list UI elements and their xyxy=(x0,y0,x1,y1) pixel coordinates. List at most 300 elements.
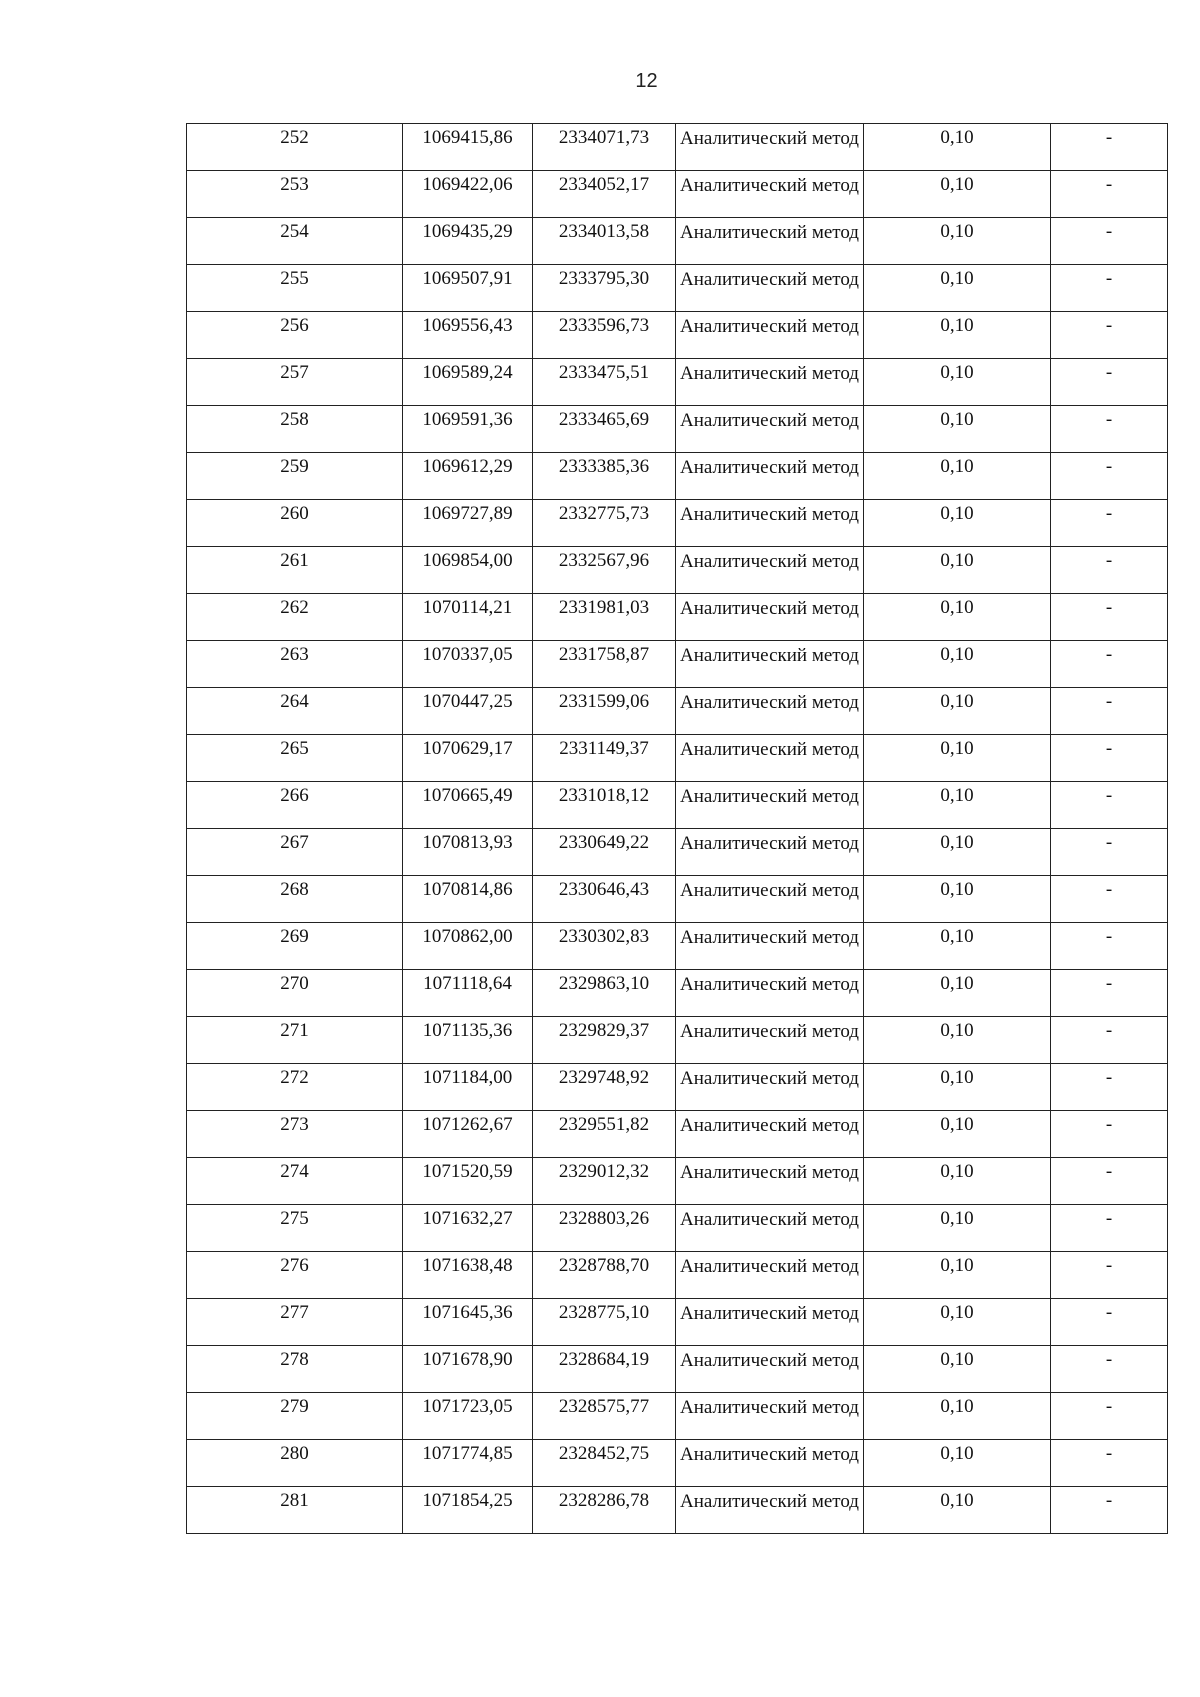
note-cell xyxy=(1051,265,1168,312)
table-row xyxy=(187,688,1168,735)
accuracy-cell-value: 0,10 xyxy=(940,926,974,947)
point-number-cell xyxy=(187,453,403,500)
note-cell-value: - xyxy=(1105,456,1113,477)
x-coordinate-cell xyxy=(403,1017,533,1064)
x-coordinate-cell xyxy=(403,218,533,265)
table-row xyxy=(187,1487,1168,1534)
accuracy-cell-value: 0,10 xyxy=(940,268,974,289)
method-cell xyxy=(676,1111,864,1158)
accuracy-cell-value: 0,10 xyxy=(940,597,974,618)
x-coordinate-cell-value: 1069854,00 xyxy=(422,550,513,571)
note-cell xyxy=(1051,171,1168,218)
x-coordinate-cell xyxy=(403,171,533,218)
y-coordinate-cell-value: 2333795,30 xyxy=(558,268,650,289)
y-coordinate-cell xyxy=(533,218,676,265)
accuracy-cell-value: 0,10 xyxy=(940,1396,974,1417)
x-coordinate-cell xyxy=(403,876,533,923)
y-coordinate-cell xyxy=(533,265,676,312)
x-coordinate-cell-value: 1071118,64 xyxy=(423,973,512,994)
table-row xyxy=(187,265,1168,312)
x-coordinate-cell-value: 1070337,05 xyxy=(422,644,513,665)
point-number-cell xyxy=(187,1346,403,1393)
point-number-cell xyxy=(187,1205,403,1252)
note-cell xyxy=(1051,876,1168,923)
coordinates-table xyxy=(186,123,1168,1534)
note-cell-value: - xyxy=(1105,1067,1113,1088)
note-cell xyxy=(1051,547,1168,594)
accuracy-cell xyxy=(864,218,1051,265)
point-number-cell xyxy=(187,1393,403,1440)
accuracy-cell xyxy=(864,735,1051,782)
y-coordinate-cell-value: 2332775,73 xyxy=(558,503,650,524)
method-cell-value: Аналитический метод xyxy=(680,786,859,807)
y-coordinate-cell-value: 2329863,10 xyxy=(558,973,650,994)
point-number-cell-value: 252 xyxy=(280,127,309,148)
accuracy-cell xyxy=(864,124,1051,171)
note-cell xyxy=(1051,641,1168,688)
y-coordinate-cell xyxy=(533,970,676,1017)
method-cell-value: Аналитический метод xyxy=(680,739,859,760)
accuracy-cell xyxy=(864,1487,1051,1534)
point-number-cell-value: 268 xyxy=(280,879,309,900)
y-coordinate-cell xyxy=(533,829,676,876)
point-number-cell xyxy=(187,735,403,782)
x-coordinate-cell-value: 1071723,05 xyxy=(422,1396,513,1417)
accuracy-cell-value: 0,10 xyxy=(940,879,974,900)
table-row xyxy=(187,1017,1168,1064)
note-cell xyxy=(1051,453,1168,500)
table-row xyxy=(187,218,1168,265)
note-cell xyxy=(1051,1487,1168,1534)
note-cell xyxy=(1051,735,1168,782)
note-cell xyxy=(1051,1299,1168,1346)
x-coordinate-cell-value: 1069435,29 xyxy=(422,221,513,242)
point-number-cell-value: 276 xyxy=(280,1255,309,1276)
accuracy-cell xyxy=(864,312,1051,359)
method-cell-value: Аналитический метод xyxy=(680,927,859,948)
x-coordinate-cell xyxy=(403,1111,533,1158)
accuracy-cell xyxy=(864,970,1051,1017)
note-cell-value: - xyxy=(1105,315,1113,336)
note-cell-value: - xyxy=(1105,1349,1113,1370)
method-cell xyxy=(676,171,864,218)
point-number-cell-value: 275 xyxy=(280,1208,309,1229)
y-coordinate-cell xyxy=(533,876,676,923)
accuracy-cell xyxy=(864,1064,1051,1111)
point-number-cell-value: 260 xyxy=(280,503,309,524)
note-cell xyxy=(1051,970,1168,1017)
accuracy-cell xyxy=(864,1017,1051,1064)
point-number-cell-value: 258 xyxy=(280,409,309,430)
y-coordinate-cell-value: 2329551,82 xyxy=(558,1114,650,1135)
accuracy-cell xyxy=(864,1440,1051,1487)
note-cell-value: - xyxy=(1105,409,1113,430)
x-coordinate-cell xyxy=(403,829,533,876)
note-cell xyxy=(1051,312,1168,359)
method-cell-value: Аналитический метод xyxy=(680,457,859,478)
accuracy-cell xyxy=(864,171,1051,218)
accuracy-cell-value: 0,10 xyxy=(940,644,974,665)
y-coordinate-cell xyxy=(533,641,676,688)
table-row xyxy=(187,124,1168,171)
y-coordinate-cell-value: 2330649,22 xyxy=(558,832,650,853)
method-cell-value: Аналитический метод xyxy=(680,551,859,572)
x-coordinate-cell xyxy=(403,500,533,547)
note-cell xyxy=(1051,500,1168,547)
point-number-cell xyxy=(187,171,403,218)
method-cell xyxy=(676,876,864,923)
accuracy-cell-value: 0,10 xyxy=(940,456,974,477)
x-coordinate-cell-value: 1071520,59 xyxy=(422,1161,513,1182)
x-coordinate-cell-value: 1071632,27 xyxy=(422,1208,513,1229)
x-coordinate-cell xyxy=(403,1440,533,1487)
x-coordinate-cell-value: 1071184,00 xyxy=(422,1067,513,1088)
method-cell xyxy=(676,218,864,265)
note-cell-value: - xyxy=(1105,1443,1113,1464)
note-cell xyxy=(1051,923,1168,970)
y-coordinate-cell-value: 2333385,36 xyxy=(558,456,650,477)
accuracy-cell-value: 0,10 xyxy=(940,1067,974,1088)
note-cell xyxy=(1051,688,1168,735)
method-cell xyxy=(676,970,864,1017)
method-cell-value: Аналитический метод xyxy=(680,1303,859,1324)
y-coordinate-cell-value: 2329829,37 xyxy=(558,1020,650,1041)
table-row xyxy=(187,312,1168,359)
table-row xyxy=(187,735,1168,782)
y-coordinate-cell xyxy=(533,1017,676,1064)
coordinates-table-body xyxy=(187,124,1168,1534)
accuracy-cell-value: 0,10 xyxy=(940,832,974,853)
x-coordinate-cell xyxy=(403,735,533,782)
method-cell xyxy=(676,265,864,312)
point-number-cell-value: 265 xyxy=(280,738,309,759)
point-number-cell-value: 280 xyxy=(280,1443,309,1464)
method-cell xyxy=(676,641,864,688)
y-coordinate-cell-value: 2328803,26 xyxy=(558,1208,650,1229)
page-number: 12 xyxy=(635,70,658,92)
y-coordinate-cell-value: 2328575,77 xyxy=(558,1396,650,1417)
method-cell xyxy=(676,1393,864,1440)
table-row xyxy=(187,406,1168,453)
y-coordinate-cell-value: 2333465,69 xyxy=(558,409,650,430)
point-number-cell-value: 257 xyxy=(280,362,309,383)
point-number-cell xyxy=(187,359,403,406)
y-coordinate-cell xyxy=(533,359,676,406)
x-coordinate-cell-value: 1071645,36 xyxy=(422,1302,513,1323)
accuracy-cell xyxy=(864,1158,1051,1205)
y-coordinate-cell xyxy=(533,923,676,970)
x-coordinate-cell xyxy=(403,1487,533,1534)
method-cell xyxy=(676,547,864,594)
method-cell-value: Аналитический метод xyxy=(680,269,859,290)
method-cell xyxy=(676,406,864,453)
y-coordinate-cell-value: 2328788,70 xyxy=(558,1255,650,1276)
x-coordinate-cell-value: 1070862,00 xyxy=(422,926,513,947)
point-number-cell-value: 262 xyxy=(280,597,309,618)
note-cell-value: - xyxy=(1105,127,1113,148)
method-cell xyxy=(676,594,864,641)
x-coordinate-cell xyxy=(403,782,533,829)
point-number-cell-value: 271 xyxy=(280,1020,309,1041)
x-coordinate-cell xyxy=(403,1393,533,1440)
y-coordinate-cell xyxy=(533,735,676,782)
method-cell-value: Аналитический метод xyxy=(680,128,859,149)
y-coordinate-cell xyxy=(533,594,676,641)
note-cell-value: - xyxy=(1105,879,1113,900)
method-cell xyxy=(676,124,864,171)
accuracy-cell-value: 0,10 xyxy=(940,503,974,524)
accuracy-cell xyxy=(864,1393,1051,1440)
x-coordinate-cell xyxy=(403,594,533,641)
y-coordinate-cell xyxy=(533,1252,676,1299)
point-number-cell xyxy=(187,218,403,265)
y-coordinate-cell-value: 2334071,73 xyxy=(558,127,650,148)
point-number-cell xyxy=(187,829,403,876)
accuracy-cell-value: 0,10 xyxy=(940,127,974,148)
method-cell xyxy=(676,1346,864,1393)
note-cell-value: - xyxy=(1105,550,1113,571)
method-cell-value: Аналитический метод xyxy=(680,1397,859,1418)
method-cell xyxy=(676,1064,864,1111)
method-cell xyxy=(676,1299,864,1346)
point-number-cell xyxy=(187,1158,403,1205)
accuracy-cell xyxy=(864,829,1051,876)
y-coordinate-cell xyxy=(533,1205,676,1252)
x-coordinate-cell xyxy=(403,1158,533,1205)
point-number-cell xyxy=(187,594,403,641)
y-coordinate-cell-value: 2331758,87 xyxy=(558,644,650,665)
x-coordinate-cell-value: 1070114,21 xyxy=(422,597,513,618)
note-cell-value: - xyxy=(1105,1114,1113,1135)
y-coordinate-cell xyxy=(533,1440,676,1487)
point-number-cell-value: 279 xyxy=(280,1396,309,1417)
point-number-cell xyxy=(187,923,403,970)
y-coordinate-cell xyxy=(533,124,676,171)
accuracy-cell-value: 0,10 xyxy=(940,1490,974,1511)
x-coordinate-cell xyxy=(403,359,533,406)
note-cell-value: - xyxy=(1105,1161,1113,1182)
accuracy-cell xyxy=(864,359,1051,406)
method-cell-value: Аналитический метод xyxy=(680,504,859,525)
note-cell xyxy=(1051,1111,1168,1158)
accuracy-cell-value: 0,10 xyxy=(940,1255,974,1276)
note-cell xyxy=(1051,1440,1168,1487)
method-cell-value: Аналитический метод xyxy=(680,1021,859,1042)
point-number-cell xyxy=(187,547,403,594)
y-coordinate-cell-value: 2329012,32 xyxy=(558,1161,650,1182)
note-cell-value: - xyxy=(1105,174,1113,195)
note-cell-value: - xyxy=(1105,832,1113,853)
table-row xyxy=(187,547,1168,594)
method-cell-value: Аналитический метод xyxy=(680,1209,859,1230)
x-coordinate-cell xyxy=(403,688,533,735)
table-row xyxy=(187,1299,1168,1346)
point-number-cell xyxy=(187,1111,403,1158)
accuracy-cell-value: 0,10 xyxy=(940,174,974,195)
point-number-cell xyxy=(187,782,403,829)
note-cell-value: - xyxy=(1105,691,1113,712)
method-cell xyxy=(676,782,864,829)
point-number-cell xyxy=(187,312,403,359)
x-coordinate-cell xyxy=(403,453,533,500)
note-cell-value: - xyxy=(1105,926,1113,947)
table-row xyxy=(187,359,1168,406)
point-number-cell-value: 259 xyxy=(280,456,309,477)
method-cell-value: Аналитический метод xyxy=(680,410,859,431)
table-row xyxy=(187,923,1168,970)
accuracy-cell xyxy=(864,1205,1051,1252)
table-row xyxy=(187,782,1168,829)
method-cell xyxy=(676,829,864,876)
accuracy-cell-value: 0,10 xyxy=(940,1443,974,1464)
note-cell-value: - xyxy=(1105,1490,1113,1511)
accuracy-cell xyxy=(864,782,1051,829)
point-number-cell xyxy=(187,265,403,312)
method-cell-value: Аналитический метод xyxy=(680,363,859,384)
point-number-cell-value: 267 xyxy=(280,832,309,853)
x-coordinate-cell xyxy=(403,406,533,453)
y-coordinate-cell-value: 2328286,78 xyxy=(558,1490,650,1511)
note-cell-value: - xyxy=(1105,738,1113,759)
accuracy-cell xyxy=(864,1346,1051,1393)
accuracy-cell-value: 0,10 xyxy=(940,1020,974,1041)
x-coordinate-cell xyxy=(403,1252,533,1299)
point-number-cell-value: 263 xyxy=(280,644,309,665)
point-number-cell-value: 270 xyxy=(280,973,309,994)
accuracy-cell xyxy=(864,453,1051,500)
accuracy-cell xyxy=(864,1299,1051,1346)
point-number-cell-value: 278 xyxy=(280,1349,309,1370)
accuracy-cell-value: 0,10 xyxy=(940,550,974,571)
x-coordinate-cell-value: 1070665,49 xyxy=(422,785,513,806)
method-cell xyxy=(676,312,864,359)
point-number-cell-value: 261 xyxy=(280,550,309,571)
method-cell xyxy=(676,1440,864,1487)
point-number-cell xyxy=(187,1252,403,1299)
point-number-cell xyxy=(187,1299,403,1346)
point-number-cell-value: 273 xyxy=(280,1114,309,1135)
x-coordinate-cell-value: 1069422,06 xyxy=(422,174,513,195)
note-cell xyxy=(1051,359,1168,406)
point-number-cell-value: 269 xyxy=(280,926,309,947)
accuracy-cell xyxy=(864,923,1051,970)
table-row xyxy=(187,594,1168,641)
method-cell-value: Аналитический метод xyxy=(680,974,859,995)
accuracy-cell xyxy=(864,265,1051,312)
x-coordinate-cell-value: 1069727,89 xyxy=(422,503,513,524)
y-coordinate-cell xyxy=(533,688,676,735)
y-coordinate-cell xyxy=(533,1299,676,1346)
point-number-cell-value: 255 xyxy=(280,268,309,289)
method-cell xyxy=(676,1158,864,1205)
table-row xyxy=(187,970,1168,1017)
note-cell xyxy=(1051,1158,1168,1205)
method-cell-value: Аналитический метод xyxy=(680,833,859,854)
point-number-cell-value: 264 xyxy=(280,691,309,712)
note-cell-value: - xyxy=(1105,1255,1113,1276)
point-number-cell-value: 266 xyxy=(280,785,309,806)
accuracy-cell xyxy=(864,876,1051,923)
y-coordinate-cell-value: 2331018,12 xyxy=(558,785,650,806)
note-cell xyxy=(1051,829,1168,876)
y-coordinate-cell xyxy=(533,1346,676,1393)
note-cell xyxy=(1051,406,1168,453)
table-row xyxy=(187,641,1168,688)
method-cell-value: Аналитический метод xyxy=(680,692,859,713)
x-coordinate-cell xyxy=(403,1064,533,1111)
y-coordinate-cell xyxy=(533,782,676,829)
accuracy-cell-value: 0,10 xyxy=(940,738,974,759)
y-coordinate-cell xyxy=(533,406,676,453)
method-cell xyxy=(676,923,864,970)
accuracy-cell-value: 0,10 xyxy=(940,1114,974,1135)
note-cell xyxy=(1051,594,1168,641)
point-number-cell-value: 274 xyxy=(280,1161,309,1182)
y-coordinate-cell-value: 2330646,43 xyxy=(558,879,650,900)
y-coordinate-cell-value: 2333596,73 xyxy=(558,315,650,336)
method-cell xyxy=(676,453,864,500)
x-coordinate-cell-value: 1071774,85 xyxy=(422,1443,513,1464)
x-coordinate-cell xyxy=(403,265,533,312)
y-coordinate-cell xyxy=(533,171,676,218)
note-cell-value: - xyxy=(1105,785,1113,806)
y-coordinate-cell xyxy=(533,453,676,500)
x-coordinate-cell-value: 1069589,24 xyxy=(422,362,513,383)
note-cell xyxy=(1051,1205,1168,1252)
accuracy-cell-value: 0,10 xyxy=(940,691,974,712)
note-cell xyxy=(1051,1064,1168,1111)
x-coordinate-cell-value: 1071262,67 xyxy=(422,1114,513,1135)
table-row xyxy=(187,876,1168,923)
accuracy-cell xyxy=(864,500,1051,547)
y-coordinate-cell xyxy=(533,500,676,547)
table-row xyxy=(187,453,1168,500)
y-coordinate-cell-value: 2332567,96 xyxy=(558,550,650,571)
accuracy-cell-value: 0,10 xyxy=(940,362,974,383)
method-cell-value: Аналитический метод xyxy=(680,645,859,666)
point-number-cell xyxy=(187,124,403,171)
x-coordinate-cell xyxy=(403,923,533,970)
note-cell-value: - xyxy=(1105,973,1113,994)
x-coordinate-cell-value: 1069415,86 xyxy=(422,127,513,148)
table-row xyxy=(187,1252,1168,1299)
note-cell xyxy=(1051,1346,1168,1393)
note-cell-value: - xyxy=(1105,644,1113,665)
note-cell-value: - xyxy=(1105,1208,1113,1229)
method-cell xyxy=(676,1205,864,1252)
method-cell xyxy=(676,1017,864,1064)
method-cell-value: Аналитический метод xyxy=(680,175,859,196)
note-cell xyxy=(1051,124,1168,171)
method-cell-value: Аналитический метод xyxy=(680,1162,859,1183)
x-coordinate-cell xyxy=(403,312,533,359)
method-cell-value: Аналитический метод xyxy=(680,1350,859,1371)
x-coordinate-cell xyxy=(403,1346,533,1393)
y-coordinate-cell-value: 2329748,92 xyxy=(558,1067,650,1088)
y-coordinate-cell-value: 2330302,83 xyxy=(558,926,650,947)
table-row xyxy=(187,171,1168,218)
x-coordinate-cell-value: 1069591,36 xyxy=(422,409,513,430)
accuracy-cell xyxy=(864,547,1051,594)
y-coordinate-cell-value: 2334013,58 xyxy=(558,221,650,242)
method-cell-value: Аналитический метод xyxy=(680,1444,859,1465)
note-cell xyxy=(1051,782,1168,829)
point-number-cell-value: 281 xyxy=(280,1490,309,1511)
note-cell-value: - xyxy=(1105,221,1113,242)
x-coordinate-cell-value: 1069556,43 xyxy=(422,315,513,336)
note-cell xyxy=(1051,1252,1168,1299)
point-number-cell-value: 277 xyxy=(280,1302,309,1323)
